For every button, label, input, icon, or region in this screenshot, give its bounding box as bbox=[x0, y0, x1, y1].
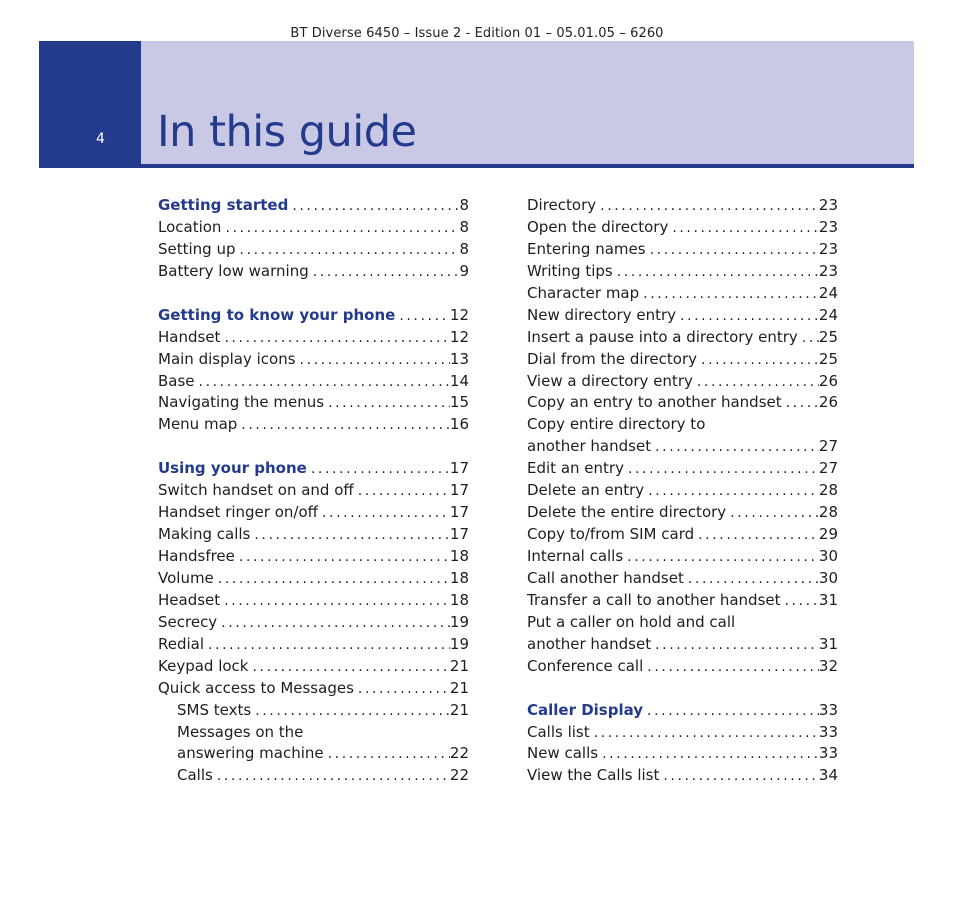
toc-page-number: 29 bbox=[818, 525, 838, 544]
toc-entry[interactable] bbox=[158, 634, 469, 656]
toc-entry-label: another handset bbox=[527, 437, 652, 456]
toc-entry[interactable] bbox=[158, 261, 469, 283]
toc-page-number: 21 bbox=[449, 678, 469, 697]
toc-entry[interactable] bbox=[158, 546, 469, 568]
dot-leader bbox=[655, 437, 819, 459]
toc-entry[interactable] bbox=[158, 656, 469, 678]
toc-entry[interactable] bbox=[158, 568, 469, 590]
toc-entry-label: Entering names bbox=[527, 239, 646, 258]
toc-entry-label: Switch handset on and off bbox=[158, 481, 354, 500]
toc-page-number: 32 bbox=[818, 656, 838, 675]
toc-page-number: 17 bbox=[449, 503, 469, 522]
toc-page-number: 25 bbox=[818, 327, 838, 346]
toc-page-number: 8 bbox=[459, 239, 469, 258]
toc-entry[interactable] bbox=[158, 743, 469, 765]
toc-entry-label: Volume bbox=[158, 568, 214, 587]
page-tab bbox=[39, 41, 141, 168]
toc-entry[interactable] bbox=[158, 765, 469, 787]
toc-entry-label: Calls bbox=[177, 766, 213, 785]
toc-entry-label: Handsfree bbox=[158, 547, 235, 565]
dot-leader bbox=[224, 591, 450, 613]
dot-leader bbox=[224, 328, 449, 350]
toc-entry-label: Call another handset bbox=[527, 568, 684, 587]
toc-page-number: 22 bbox=[449, 744, 469, 763]
toc-entry-label: Messages on the bbox=[177, 722, 304, 741]
page-number: 4 bbox=[96, 131, 105, 147]
toc-entry[interactable] bbox=[527, 217, 838, 239]
dot-leader bbox=[313, 262, 460, 284]
toc-entry-label: Copy to/from SIM card bbox=[527, 525, 695, 544]
toc-page-number: 16 bbox=[449, 415, 469, 434]
dot-leader bbox=[322, 503, 450, 525]
toc-page-number: 13 bbox=[449, 349, 469, 368]
toc-entry[interactable] bbox=[527, 239, 838, 261]
toc-entry-label: View the Calls list bbox=[527, 766, 660, 785]
toc-page-number: 33 bbox=[818, 700, 838, 719]
toc-entry[interactable] bbox=[527, 546, 838, 568]
toc-entry-label: Making calls bbox=[158, 525, 251, 544]
dot-leader bbox=[399, 306, 450, 328]
dot-leader bbox=[328, 744, 450, 766]
toc-page-number: 19 bbox=[449, 612, 469, 631]
dot-leader bbox=[300, 350, 450, 372]
toc-entry[interactable] bbox=[527, 283, 838, 305]
toc-entry-label: Menu map bbox=[158, 415, 238, 434]
toc-entry-label: Directory bbox=[527, 196, 597, 214]
toc-entry[interactable] bbox=[158, 392, 469, 414]
toc-entry[interactable] bbox=[158, 371, 469, 393]
toc-entry-label: Quick access to Messages bbox=[158, 678, 354, 697]
toc-entry[interactable] bbox=[527, 634, 838, 656]
toc-page-number: 8 bbox=[459, 196, 469, 214]
toc-entry[interactable] bbox=[527, 392, 838, 414]
toc-page-number: 33 bbox=[818, 722, 838, 741]
toc-entry-label: another handset bbox=[527, 634, 652, 653]
toc-entry-label: Redial bbox=[158, 634, 205, 653]
dot-leader bbox=[221, 613, 450, 635]
toc-page-number: 17 bbox=[449, 481, 469, 500]
toc-entry[interactable] bbox=[527, 327, 838, 349]
toc-entry-label: Handset ringer on/off bbox=[158, 503, 318, 522]
dot-leader bbox=[627, 547, 819, 569]
toc-entry-label: Keypad lock bbox=[158, 656, 249, 675]
toc-page-number: 12 bbox=[449, 327, 469, 346]
toc-entry[interactable] bbox=[158, 480, 469, 502]
toc-entry[interactable] bbox=[158, 612, 469, 634]
dot-leader bbox=[628, 459, 819, 481]
toc-entry[interactable] bbox=[527, 371, 838, 393]
toc-entry[interactable] bbox=[527, 590, 838, 612]
page-title: In this guide bbox=[157, 107, 417, 157]
toc-page-number: 31 bbox=[818, 634, 838, 653]
toc-page-number: 14 bbox=[449, 371, 469, 390]
toc-entry-label: Setting up bbox=[158, 239, 236, 258]
toc-page-number: 18 bbox=[449, 547, 469, 565]
dot-leader bbox=[697, 372, 819, 394]
toc-entry-label: Getting started bbox=[158, 196, 289, 214]
toc-entry-label: Copy entire directory to bbox=[527, 415, 706, 434]
toc-page-number: 24 bbox=[818, 283, 838, 302]
document-header: BT Diverse 6450 – Issue 2 - Edition 01 – 05.01.05 – 6260 bbox=[290, 26, 664, 41]
banner-rule bbox=[39, 164, 914, 168]
dot-leader bbox=[680, 306, 819, 328]
dot-leader bbox=[663, 766, 819, 788]
toc-page-number: 27 bbox=[818, 437, 838, 456]
dot-leader bbox=[252, 657, 449, 679]
toc-entry[interactable] bbox=[527, 436, 838, 458]
toc-entry-label: Getting to know your phone bbox=[158, 305, 396, 324]
dot-leader bbox=[701, 350, 819, 372]
dot-leader bbox=[225, 218, 459, 240]
toc-page-number: 23 bbox=[818, 217, 838, 236]
toc-entry[interactable] bbox=[527, 458, 838, 480]
dot-leader bbox=[594, 723, 819, 745]
toc-entry-label: Handset bbox=[158, 327, 221, 346]
toc-column-left bbox=[158, 195, 469, 787]
toc-entry-label: Delete an entry bbox=[527, 481, 645, 500]
toc-section-heading[interactable] bbox=[158, 305, 469, 327]
toc-entry[interactable] bbox=[527, 524, 838, 546]
toc-page-number: 33 bbox=[818, 744, 838, 763]
toc-page-number: 26 bbox=[818, 393, 838, 412]
toc-entry-label: Using your phone bbox=[158, 459, 307, 478]
dot-leader bbox=[785, 591, 819, 613]
dot-leader bbox=[647, 657, 819, 679]
toc-entry[interactable] bbox=[158, 502, 469, 524]
dot-leader bbox=[648, 481, 819, 503]
dot-leader bbox=[698, 525, 819, 547]
toc-page-number: 28 bbox=[818, 481, 838, 500]
dot-leader bbox=[241, 415, 450, 437]
dot-leader bbox=[239, 547, 450, 569]
toc-page-number: 15 bbox=[449, 393, 469, 412]
toc-page-number: 31 bbox=[818, 590, 838, 609]
toc-entry[interactable] bbox=[158, 700, 469, 722]
toc-entry-label: answering machine bbox=[177, 744, 324, 763]
toc-entry-label: Base bbox=[158, 371, 195, 390]
toc-entry[interactable] bbox=[527, 195, 838, 217]
toc-column-right bbox=[527, 195, 838, 787]
toc-page-number: 23 bbox=[818, 261, 838, 280]
dot-leader bbox=[786, 393, 819, 415]
dot-leader bbox=[672, 218, 819, 240]
toc-entry-label: Internal calls bbox=[527, 547, 624, 565]
toc-page-number: 18 bbox=[449, 568, 469, 587]
toc-entry[interactable] bbox=[527, 612, 838, 634]
dot-leader bbox=[647, 701, 819, 723]
toc-section-heading[interactable] bbox=[527, 700, 838, 722]
dot-leader bbox=[358, 481, 450, 503]
toc-page-number: 22 bbox=[449, 766, 469, 785]
toc-entry[interactable] bbox=[158, 349, 469, 371]
dot-leader bbox=[655, 635, 819, 657]
toc-page-number: 34 bbox=[818, 766, 838, 785]
dot-leader bbox=[600, 196, 819, 218]
toc-page-number: 25 bbox=[818, 349, 838, 368]
toc-entry[interactable] bbox=[527, 480, 838, 502]
toc-entry[interactable] bbox=[527, 722, 838, 744]
toc-entry-label: Calls list bbox=[527, 722, 590, 741]
dot-leader bbox=[199, 372, 450, 394]
toc-page-number: 28 bbox=[818, 503, 838, 522]
toc-entry[interactable] bbox=[527, 502, 838, 524]
toc-page-number: 26 bbox=[818, 371, 838, 390]
dot-leader bbox=[217, 766, 450, 788]
dot-leader bbox=[688, 569, 819, 591]
toc-page-number: 9 bbox=[459, 261, 469, 280]
toc-entry[interactable] bbox=[527, 349, 838, 371]
dot-leader bbox=[208, 635, 450, 657]
toc-page-number: 21 bbox=[449, 656, 469, 675]
toc-entry[interactable] bbox=[527, 743, 838, 765]
toc-entry-label: Battery low warning bbox=[158, 261, 309, 280]
toc-entry[interactable] bbox=[158, 722, 469, 744]
toc-section-heading[interactable] bbox=[158, 458, 469, 480]
dot-leader bbox=[328, 393, 450, 415]
toc-entry-label: View a directory entry bbox=[527, 371, 693, 390]
dot-leader bbox=[292, 196, 459, 218]
dot-leader bbox=[602, 744, 819, 766]
toc-entry-label: Dial from the directory bbox=[527, 349, 698, 368]
dot-leader bbox=[643, 284, 819, 306]
dot-leader bbox=[617, 262, 819, 284]
toc-entry-label: Main display icons bbox=[158, 349, 296, 368]
toc-entry-label: Secrecy bbox=[158, 612, 218, 631]
dot-leader bbox=[311, 459, 450, 481]
toc-entry[interactable] bbox=[158, 678, 469, 700]
toc-entry-label: Conference call bbox=[527, 656, 644, 675]
dot-leader bbox=[358, 679, 450, 701]
dot-leader bbox=[802, 328, 819, 350]
toc-entry-label: Transfer a call to another handset bbox=[527, 590, 781, 609]
toc-entry[interactable] bbox=[158, 239, 469, 261]
dot-leader bbox=[255, 701, 450, 723]
toc-page-number: 18 bbox=[449, 590, 469, 609]
toc-entry[interactable] bbox=[527, 414, 838, 436]
toc-section-heading[interactable] bbox=[158, 195, 469, 217]
toc-entry[interactable] bbox=[527, 305, 838, 327]
toc-page-number: 27 bbox=[818, 459, 838, 478]
toc-entry[interactable] bbox=[158, 524, 469, 546]
toc-page-number: 30 bbox=[818, 547, 838, 565]
toc-page-number: 12 bbox=[449, 305, 469, 324]
toc-page-number: 17 bbox=[449, 459, 469, 478]
toc-entry[interactable] bbox=[158, 327, 469, 349]
toc-page-number: 19 bbox=[449, 634, 469, 653]
toc-entry-label: Character map bbox=[527, 283, 640, 302]
dot-leader bbox=[730, 503, 819, 525]
toc-entry-label: Open the directory bbox=[527, 217, 669, 236]
toc-entry[interactable] bbox=[527, 656, 838, 678]
toc-entry[interactable] bbox=[527, 568, 838, 590]
toc-page-number: 8 bbox=[459, 217, 469, 236]
dot-leader bbox=[650, 240, 819, 262]
dot-leader bbox=[254, 525, 450, 547]
toc-page-number: 30 bbox=[818, 568, 838, 587]
toc-page-number: 24 bbox=[818, 305, 838, 324]
toc-page-number: 21 bbox=[449, 700, 469, 719]
toc-entry-label: Insert a pause into a directory entry bbox=[527, 327, 798, 346]
toc-entry-label: Edit an entry bbox=[527, 459, 624, 478]
toc-entry-label: Copy an entry to another handset bbox=[527, 393, 782, 412]
toc-entry-label: New calls bbox=[527, 744, 599, 763]
toc-page-number: 23 bbox=[818, 196, 838, 214]
toc-entry-label: Put a caller on hold and call bbox=[527, 612, 736, 631]
toc-entry-label: Caller Display bbox=[527, 700, 644, 719]
toc-entry[interactable] bbox=[527, 261, 838, 283]
toc-entry[interactable] bbox=[158, 590, 469, 612]
toc-entry-label: Headset bbox=[158, 590, 221, 609]
dot-leader bbox=[240, 240, 460, 262]
toc-entry[interactable] bbox=[527, 765, 838, 787]
dot-leader bbox=[218, 569, 450, 591]
toc-entry[interactable] bbox=[158, 414, 469, 436]
toc-entry-label: SMS texts bbox=[177, 700, 252, 719]
toc-entry[interactable] bbox=[158, 217, 469, 239]
toc-entry-label: Location bbox=[158, 217, 222, 236]
toc-entry-label: New directory entry bbox=[527, 305, 677, 324]
toc-entry-label: Navigating the menus bbox=[158, 393, 325, 412]
toc-entry-label: Writing tips bbox=[527, 261, 613, 280]
toc-page-number: 17 bbox=[449, 525, 469, 544]
toc-entry-label: Delete the entire directory bbox=[527, 503, 727, 522]
toc-page-number: 23 bbox=[818, 239, 838, 258]
